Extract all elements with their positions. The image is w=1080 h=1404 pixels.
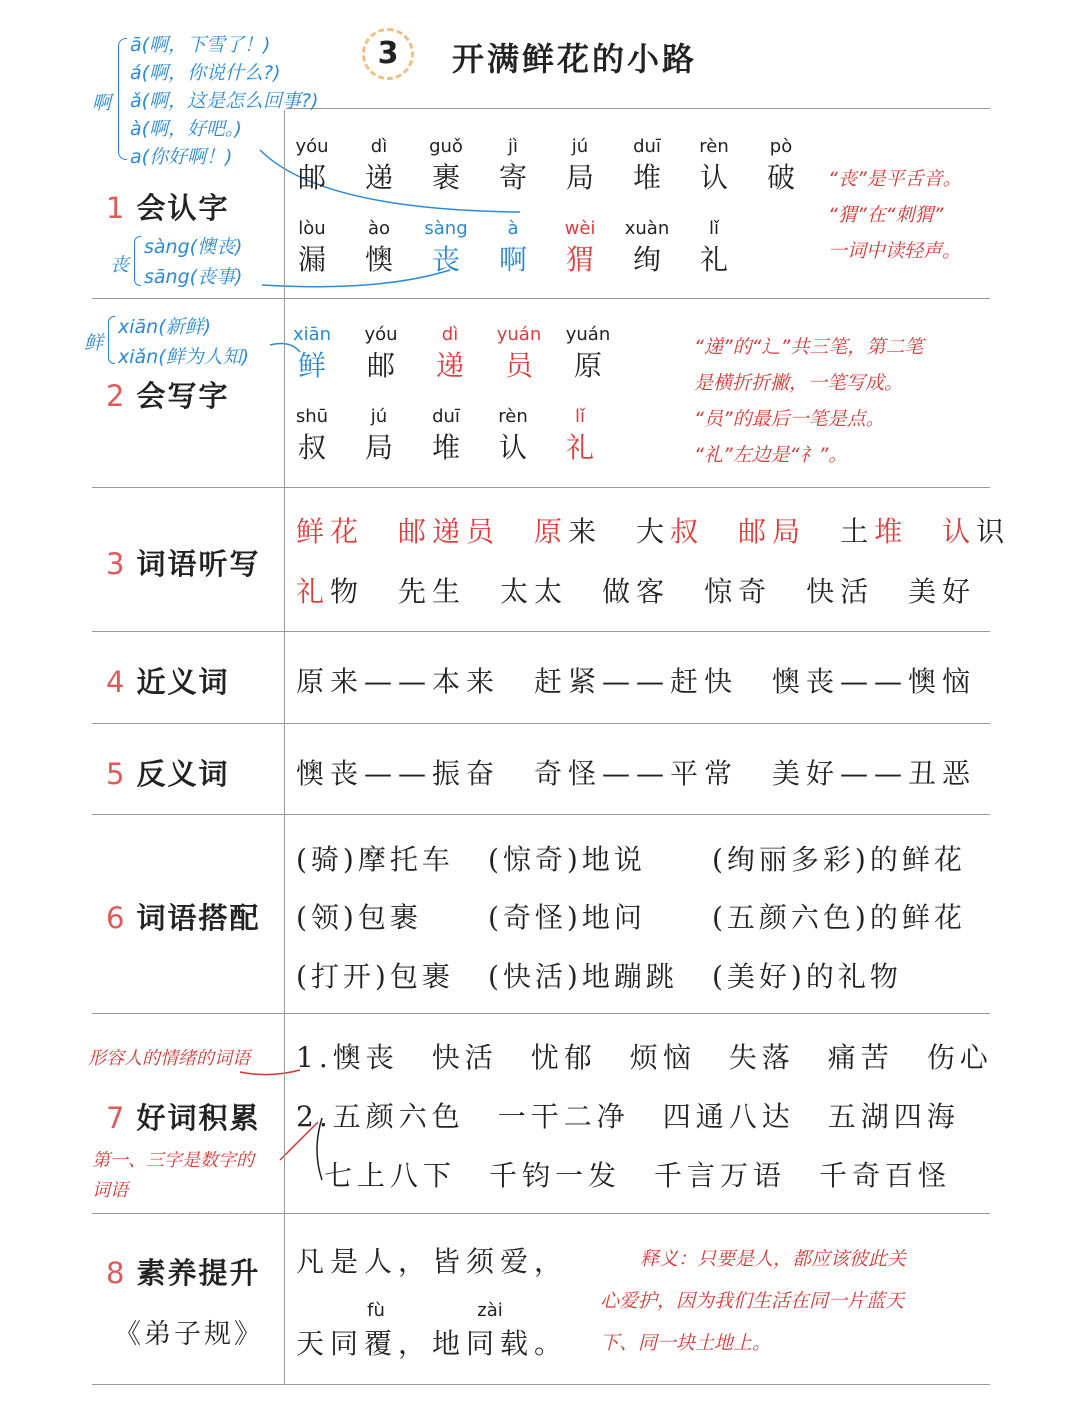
- s3-row-1: [296, 510, 1044, 550]
- hanzi: 裹: [431, 161, 460, 194]
- number-words-note-2: 词语: [92, 1180, 128, 1201]
- s5-pair-3: 美好——丑恶: [772, 757, 977, 790]
- hanzi: 局: [364, 431, 393, 464]
- s8-note-2: 心爱护，因为我们生活在同一片蓝天: [600, 1290, 905, 1312]
- s5-pair-1: 懊丧——振奋: [296, 757, 501, 790]
- pinyin: yuán: [565, 324, 611, 345]
- emotion-words-note: 形容人的情绪的词语: [88, 1048, 250, 1069]
- hanzi: 猬: [565, 243, 594, 276]
- hanzi: 认: [498, 431, 527, 464]
- xian-item-2: xiǎn(鲜为人知): [118, 346, 250, 368]
- hanzi: 堆: [431, 431, 460, 464]
- hanzi: 漏: [297, 243, 326, 276]
- divider-4: [92, 723, 990, 724]
- s6-r2-c2: (奇怪)地问: [488, 901, 646, 934]
- s6-r1-c3: (绚丽多彩)的鲜花: [712, 843, 966, 876]
- divider-3: [92, 631, 990, 632]
- s7-line-3: 七上八下 千钧一发 千言万语 千奇百怪: [324, 1159, 952, 1192]
- s4-pair-1: 原来——本来: [296, 665, 501, 698]
- s2-note-2: 是横折折撇，一笔写成。: [694, 372, 904, 394]
- hanzi: 递: [435, 349, 464, 382]
- xian-item-1: xiān(新鲜): [118, 316, 212, 338]
- section-2-label: 2 会写字: [106, 379, 230, 413]
- section-6-label: 6 词语搭配: [106, 901, 261, 935]
- pinyin: ào: [367, 218, 391, 239]
- divider-5: [92, 814, 990, 815]
- hanzi: 礼: [565, 431, 594, 464]
- hanzi: 鲜: [297, 349, 326, 382]
- s6-r2-c1: (领)包裹: [296, 901, 422, 934]
- sang-item-1: sàng(懊丧): [144, 236, 243, 258]
- s6-r2-c3: (五颜六色)的鲜花: [712, 901, 966, 934]
- s6-r1-c2: (惊奇)地说: [488, 843, 646, 876]
- dictation-word: 太太: [500, 575, 569, 608]
- dictation-word: 惊奇: [704, 575, 773, 608]
- section-4-label: 4 近义词: [106, 665, 230, 699]
- hanzi: 绚: [632, 243, 661, 276]
- hanzi: 邮: [297, 161, 326, 194]
- sang-group-head: 丧: [110, 254, 130, 276]
- hanzi: 原: [573, 349, 602, 382]
- s8-line-1: 凡是人，皆须爱，: [296, 1245, 569, 1278]
- s8-note-1: 释义：只要是人，都应该彼此关: [640, 1248, 907, 1270]
- section-3-label: 3 词语听写: [106, 547, 261, 581]
- pinyin: lòu: [298, 218, 326, 239]
- dictation-word: 邮递员: [398, 515, 501, 548]
- pinyin: xuàn: [624, 218, 670, 239]
- hanzi: 破: [766, 161, 795, 194]
- hanzi: 啊: [498, 243, 527, 276]
- pinyin: dì: [441, 324, 459, 345]
- s1-note-3: 一词中读轻声。: [828, 240, 962, 262]
- s8-line-2: 天同覆，地同载。: [296, 1327, 569, 1360]
- divider-6: [92, 1013, 990, 1014]
- s6-r3-c1: (打开)包裹: [296, 960, 454, 993]
- pinyin: duī: [432, 406, 460, 427]
- dictation-word: 邮局: [738, 515, 807, 548]
- section-7-label: 7 好词积累: [106, 1101, 261, 1135]
- pinyin: yuán: [496, 324, 542, 345]
- a-item-3: ǎ(啊，这是怎么回事?): [130, 90, 319, 112]
- pinyin: jú: [571, 136, 589, 157]
- book-title: 《弟子规》: [114, 1319, 264, 1350]
- hanzi: 员: [504, 349, 533, 382]
- xian-group-head: 鲜: [84, 332, 104, 354]
- pinyin: lǐ: [574, 406, 585, 427]
- divider-7: [92, 1213, 990, 1214]
- s6-r3-c3: (美好)的礼物: [712, 960, 902, 993]
- pinyin: rèn: [699, 136, 729, 157]
- dictation-word: 鲜花: [296, 515, 365, 548]
- pinyin: rèn: [498, 406, 528, 427]
- pinyin: wèi: [564, 218, 596, 239]
- hanzi: 局: [565, 161, 594, 194]
- hanzi: 懊: [364, 243, 393, 276]
- hanzi: 邮: [366, 349, 395, 382]
- s1-note-1: “丧”是平舌音。: [828, 168, 962, 190]
- pinyin: à: [507, 218, 519, 239]
- hanzi: 堆: [632, 161, 661, 194]
- a-item-1: ā(啊，下雪了！): [130, 34, 271, 56]
- pinyin: guǒ: [429, 136, 463, 157]
- dictation-word: 大叔: [636, 515, 705, 548]
- page-title: 开满鲜花的小路: [452, 40, 698, 78]
- divider-8: [92, 1384, 990, 1385]
- sang-item-2: sāng(丧事): [144, 266, 243, 288]
- s6-r1-c1: (骑)摩托车: [296, 843, 454, 876]
- s2-note-3: “员”的最后一笔是点。: [694, 408, 885, 430]
- dictation-word: 先生: [398, 575, 467, 608]
- section-1-label: 1 会认字: [106, 191, 230, 225]
- hanzi: 递: [364, 161, 393, 194]
- divider-1: [92, 298, 990, 299]
- dictation-word: 原来: [534, 515, 603, 548]
- pinyin: jú: [370, 406, 388, 427]
- title-number-circle: 3: [362, 28, 414, 80]
- s5-pairs: [296, 752, 1010, 792]
- pinyin: jì: [507, 136, 518, 157]
- s2-note-4: “礼”左边是“礻”。: [694, 444, 848, 466]
- s5-pair-2: 奇怪——平常: [534, 757, 739, 790]
- pinyin: pò: [769, 136, 793, 157]
- a-group-head: 啊: [92, 92, 112, 114]
- s6-r3-c2: (快活)地蹦跳: [488, 960, 678, 993]
- pinyin: duī: [633, 136, 661, 157]
- dictation-word: 礼物: [296, 575, 365, 608]
- s7-line-1: 1.懊丧 快活 忧郁 烦恼 失落 痛苦 伤心: [296, 1041, 993, 1074]
- dictation-word: 认识: [942, 515, 1011, 548]
- s8-py-fu: fù: [367, 1300, 385, 1321]
- section-5-label: 5 反义词: [106, 757, 230, 791]
- hanzi: 寄: [498, 161, 527, 194]
- s8-note-3: 下、同一块土地上。: [600, 1332, 772, 1354]
- pinyin: sàng: [424, 218, 468, 239]
- dictation-word: 做客: [602, 575, 671, 608]
- s2-note-1: “递”的“辶”共三笔，第二笔: [694, 336, 924, 358]
- pinyin: xiān: [292, 324, 332, 345]
- pinyin: shū: [295, 406, 329, 427]
- s7-line-2: 2.五颜六色 一干二净 四通八达 五湖四海: [296, 1100, 960, 1133]
- pinyin: yóu: [364, 324, 398, 345]
- column-divider: [284, 110, 285, 1385]
- s4-pairs: [296, 660, 1010, 700]
- hanzi: 丧: [431, 243, 460, 276]
- a-item-2: á(啊，你说什么?): [130, 62, 281, 84]
- a-item-4: à(啊，好吧。): [130, 118, 242, 140]
- pinyin: lǐ: [708, 218, 719, 239]
- pinyin: dì: [370, 136, 388, 157]
- dictation-word: 美好: [908, 575, 977, 608]
- hanzi: 认: [699, 161, 728, 194]
- number-words-note-1: 第一、三字是数字的: [92, 1150, 254, 1171]
- pinyin: yóu: [295, 136, 329, 157]
- divider-2: [92, 487, 990, 488]
- s4-pair-2: 赶紧——赶快: [534, 665, 739, 698]
- s8-py-zai: zài: [477, 1300, 503, 1321]
- hanzi: 礼: [699, 243, 728, 276]
- hanzi: 叔: [297, 431, 326, 464]
- a-item-5: a(你好啊！): [130, 146, 233, 168]
- dictation-word: 土堆: [840, 515, 909, 548]
- section-8-label: 8 素养提升: [106, 1256, 261, 1290]
- s3-row-2: [296, 570, 1010, 610]
- dictation-word: 快活: [806, 575, 875, 608]
- s4-pair-3: 懊丧——懊恼: [772, 665, 977, 698]
- s1-note-2: “猬”在“刺猬”: [828, 204, 944, 226]
